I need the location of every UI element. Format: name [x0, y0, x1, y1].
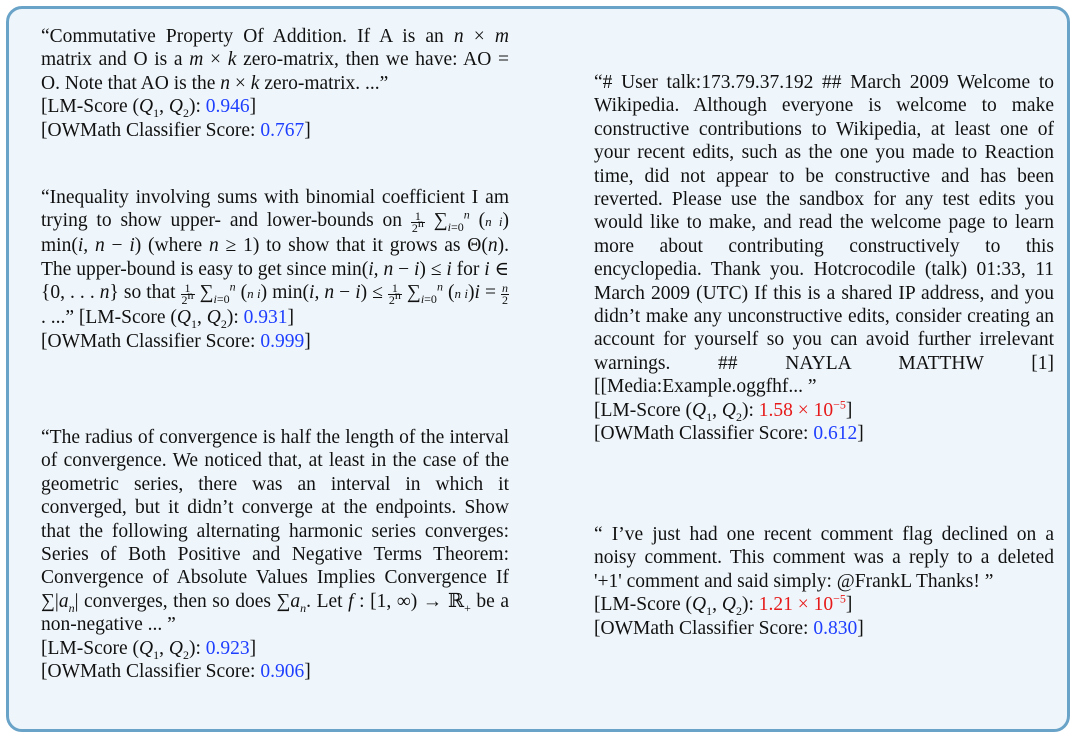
ow-score-line: [OWMath Classifier Score: 0.830]: [594, 617, 864, 639]
ow-score-value: 0.999: [260, 330, 305, 352]
ow-score-line: [OWMath Classifier Score: 0.612]: [594, 423, 864, 445]
ow-score-label: [OWMath Classifier Score:: [41, 330, 261, 352]
ow-score-label: [OWMath Classifier Score:: [41, 661, 261, 683]
example-entry: [41, 426, 509, 683]
lm-score-line: [LM-Score ($Q_1$, $Q_2$): 0.946]: [41, 96, 257, 121]
ow-score-label: [OWMath Classifier Score:: [594, 423, 814, 445]
example-text: “Inequality involving sums with binomial coefficient I am trying to show upper- and lower-bounds on $\frac{1}{2^n}$ $\sum_{i=0}^n$ (n i) min(i, n − i) (where n ≥ 1) to show that it grows as Θ(n). The upper-bound is easy to get since min(i, n − i) ≤ i for i ∈ {0, . . . n} so that $\frac{1}{2^n}$ $\sum_{i=0}^n$ (n i) min(i, n − i) ≤ $\frac{1}{2^n}$ $\sum_{i=0}^n$ (n i)i = $\frac{n}{2}$ . ...” [LM-Score ($Q_1$, $Q_2$): 0.931]: [41, 187, 510, 332]
ow-score-value: 0.906: [260, 661, 305, 683]
ow-score-value: 0.767: [260, 119, 305, 141]
figure-frame: [6, 6, 1070, 732]
lm-score-value: $1.21 \times 10^{-5}$: [758, 591, 846, 616]
lm-score-value: 0.946: [205, 96, 250, 118]
example-entry: [41, 186, 509, 353]
example-entry: [594, 71, 1054, 446]
example-entry: [594, 523, 1054, 640]
ow-score-line: [OWMath Classifier Score: 0.999]: [41, 330, 311, 352]
example-text: “The radius of convergence is half the length of the interval of convergence. We noticed that, at least in the case of the geometric series, there was an interval in which it converged, but it didn’t converge at the endpoints. Show that the following alternating harmonic series converges: Series of Both Positive and Negative Terms Theorem: Convergence of Absolute Values Implies Convergence If $\sum|a_n|$ converges, then so does $\sum a_n$. Let f : [1, ∞) → ℝ$_+$ be a non-negative ... ”: [41, 427, 510, 636]
lm-score-value: 0.923: [205, 637, 250, 659]
example-entry: [41, 25, 509, 142]
lm-score-value: 0.931: [243, 307, 288, 329]
example-text: “Commutative Property Of Addition. If A is an n × m matrix and O is a m × k zero-matrix, then we have: AO = O. Note that AO is the n × k zero-matrix. ...”: [41, 26, 510, 94]
ow-score-value: 0.612: [813, 423, 858, 445]
ow-score-line: [OWMath Classifier Score: 0.767]: [41, 119, 311, 141]
lm-score-line: [LM-Score ($Q_1$, $Q_2$): $1.58 \times 10^{-5}$]: [594, 397, 853, 424]
ow-score-line: [OWMath Classifier Score: 0.906]: [41, 661, 311, 683]
example-text: “# User talk:173.79.37.192 ## March 2009 Welcome to Wikipedia. Although everyone is welcome to make constructive contributions to Wikipedia, at least one of your recent edits, such as the one you made to Reaction time, did not appear to be constructive and has been reverted. Please use the sandbox for any test edits you would like to make, and read the welcome page to learn more about contributing constructively to this encyclopedia. Thank you. Hotcrocodile (talk) 01:33, 11 March 2009 (UTC) If this is a shared IP address, and you didn’t make any unconstructive edits, consider creating an account for yourself so you can avoid further irrelevant warnings. ## NAYLA MATTHW [1] [[Media:Example.oggfhf... ”: [594, 72, 1054, 398]
example-text: “ I’ve just had one recent comment flag declined on a noisy comment. This comment was a reply to a deleted '+1' comment and said simply: @FrankL Thanks! ”: [594, 524, 1054, 592]
ow-score-label: [OWMath Classifier Score:: [594, 617, 814, 639]
ow-score-label: [OWMath Classifier Score:: [41, 119, 261, 141]
lm-score-line: [LM-Score ($Q_1$, $Q_2$): $1.21 \times 10^{-5}$]: [594, 591, 853, 619]
ow-score-value: 0.830: [813, 617, 858, 639]
lm-score-line: [LM-Score ($Q_1$, $Q_2$): 0.923]: [41, 637, 257, 662]
lm-score-value: $1.58 \times 10^{-5}$: [758, 397, 846, 421]
